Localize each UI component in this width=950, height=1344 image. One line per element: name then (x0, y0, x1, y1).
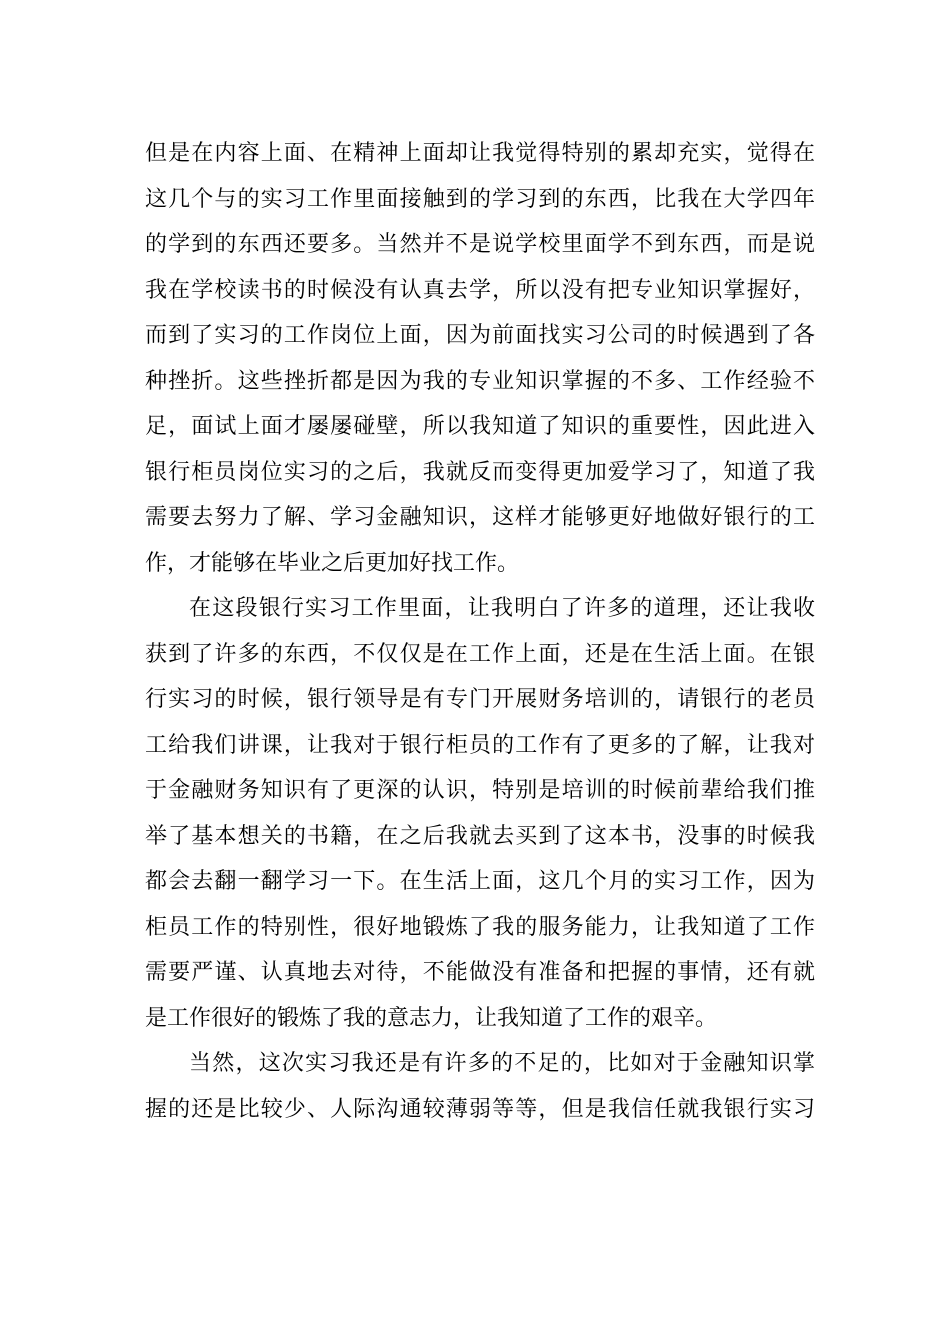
text-line: 握的还是比较少、人际沟通较薄弱等等，但是我信任就我银行实习 (145, 1096, 815, 1122)
text-line: 足，面试上面才屡屡碰壁，所以我知道了知识的重要性，因此进入 (145, 414, 815, 439)
text-line: 都会去翻一翻学习一下。在生活上面，这几个月的实习工作，因为 (145, 869, 815, 894)
text-line: 但是在内容上面、在精神上面却让我觉得特别的累却充实，觉得在 (145, 141, 815, 166)
text-line: 种挫折。这些挫折都是因为我的专业知识掌握的不多、工作经验不 (145, 368, 815, 394)
text-line: 银行柜员岗位实习的之后，我就反而变得更加爱学习了，知道了我 (145, 459, 815, 485)
body-text (145, 131, 815, 1132)
text-line: 举了基本想关的书籍，在之后我就去买到了这本书，没事的时候我 (145, 823, 815, 849)
text-line: 这几个与的实习工作里面接触到的学习到的东西，比我在大学四年 (145, 186, 815, 212)
text-line: 是工作很好的锻炼了我的意志力，让我知道了工作的艰辛。 (145, 1005, 718, 1031)
text-line: 在这段银行实习工作里面，让我明白了许多的道理，还让我收 (189, 596, 815, 621)
text-line: 需要严谨、认真地去对待，不能做没有准备和把握的事情，还有就 (145, 960, 815, 985)
text-line: 柜员工作的特别性，很好地锻炼了我的服务能力，让我知道了工作 (145, 914, 815, 940)
text-line: 行实习的时候，银行领导是有专门开展财务培训的，请银行的老员 (145, 687, 815, 712)
text-line: 我在学校读书的时候没有认真去学，所以没有把专业知识掌握好， (145, 277, 815, 303)
text-line: 作，才能够在毕业之后更加好找工作。 (145, 550, 520, 576)
text-line: 获到了许多的东西，不仅仅是在工作上面，还是在生活上面。在银 (145, 641, 815, 667)
text-line: 的学到的东西还要多。当然并不是说学校里面学不到东西，而是说 (145, 232, 815, 257)
text-line: 需要去努力了解、学习金融知识，这样才能够更好地做好银行的工 (145, 505, 815, 530)
text-line: 而到了实习的工作岗位上面，因为前面找实习公司的时候遇到了各 (145, 323, 815, 348)
text-line: 当然，这次实习我还是有许多的不足的，比如对于金融知识掌 (189, 1051, 815, 1076)
text-line: 工给我们讲课，让我对于银行柜员的工作有了更多的了解，让我对 (145, 732, 815, 758)
text-line: 于金融财务知识有了更深的认识，特别是培训的时候前辈给我们推 (145, 778, 815, 803)
